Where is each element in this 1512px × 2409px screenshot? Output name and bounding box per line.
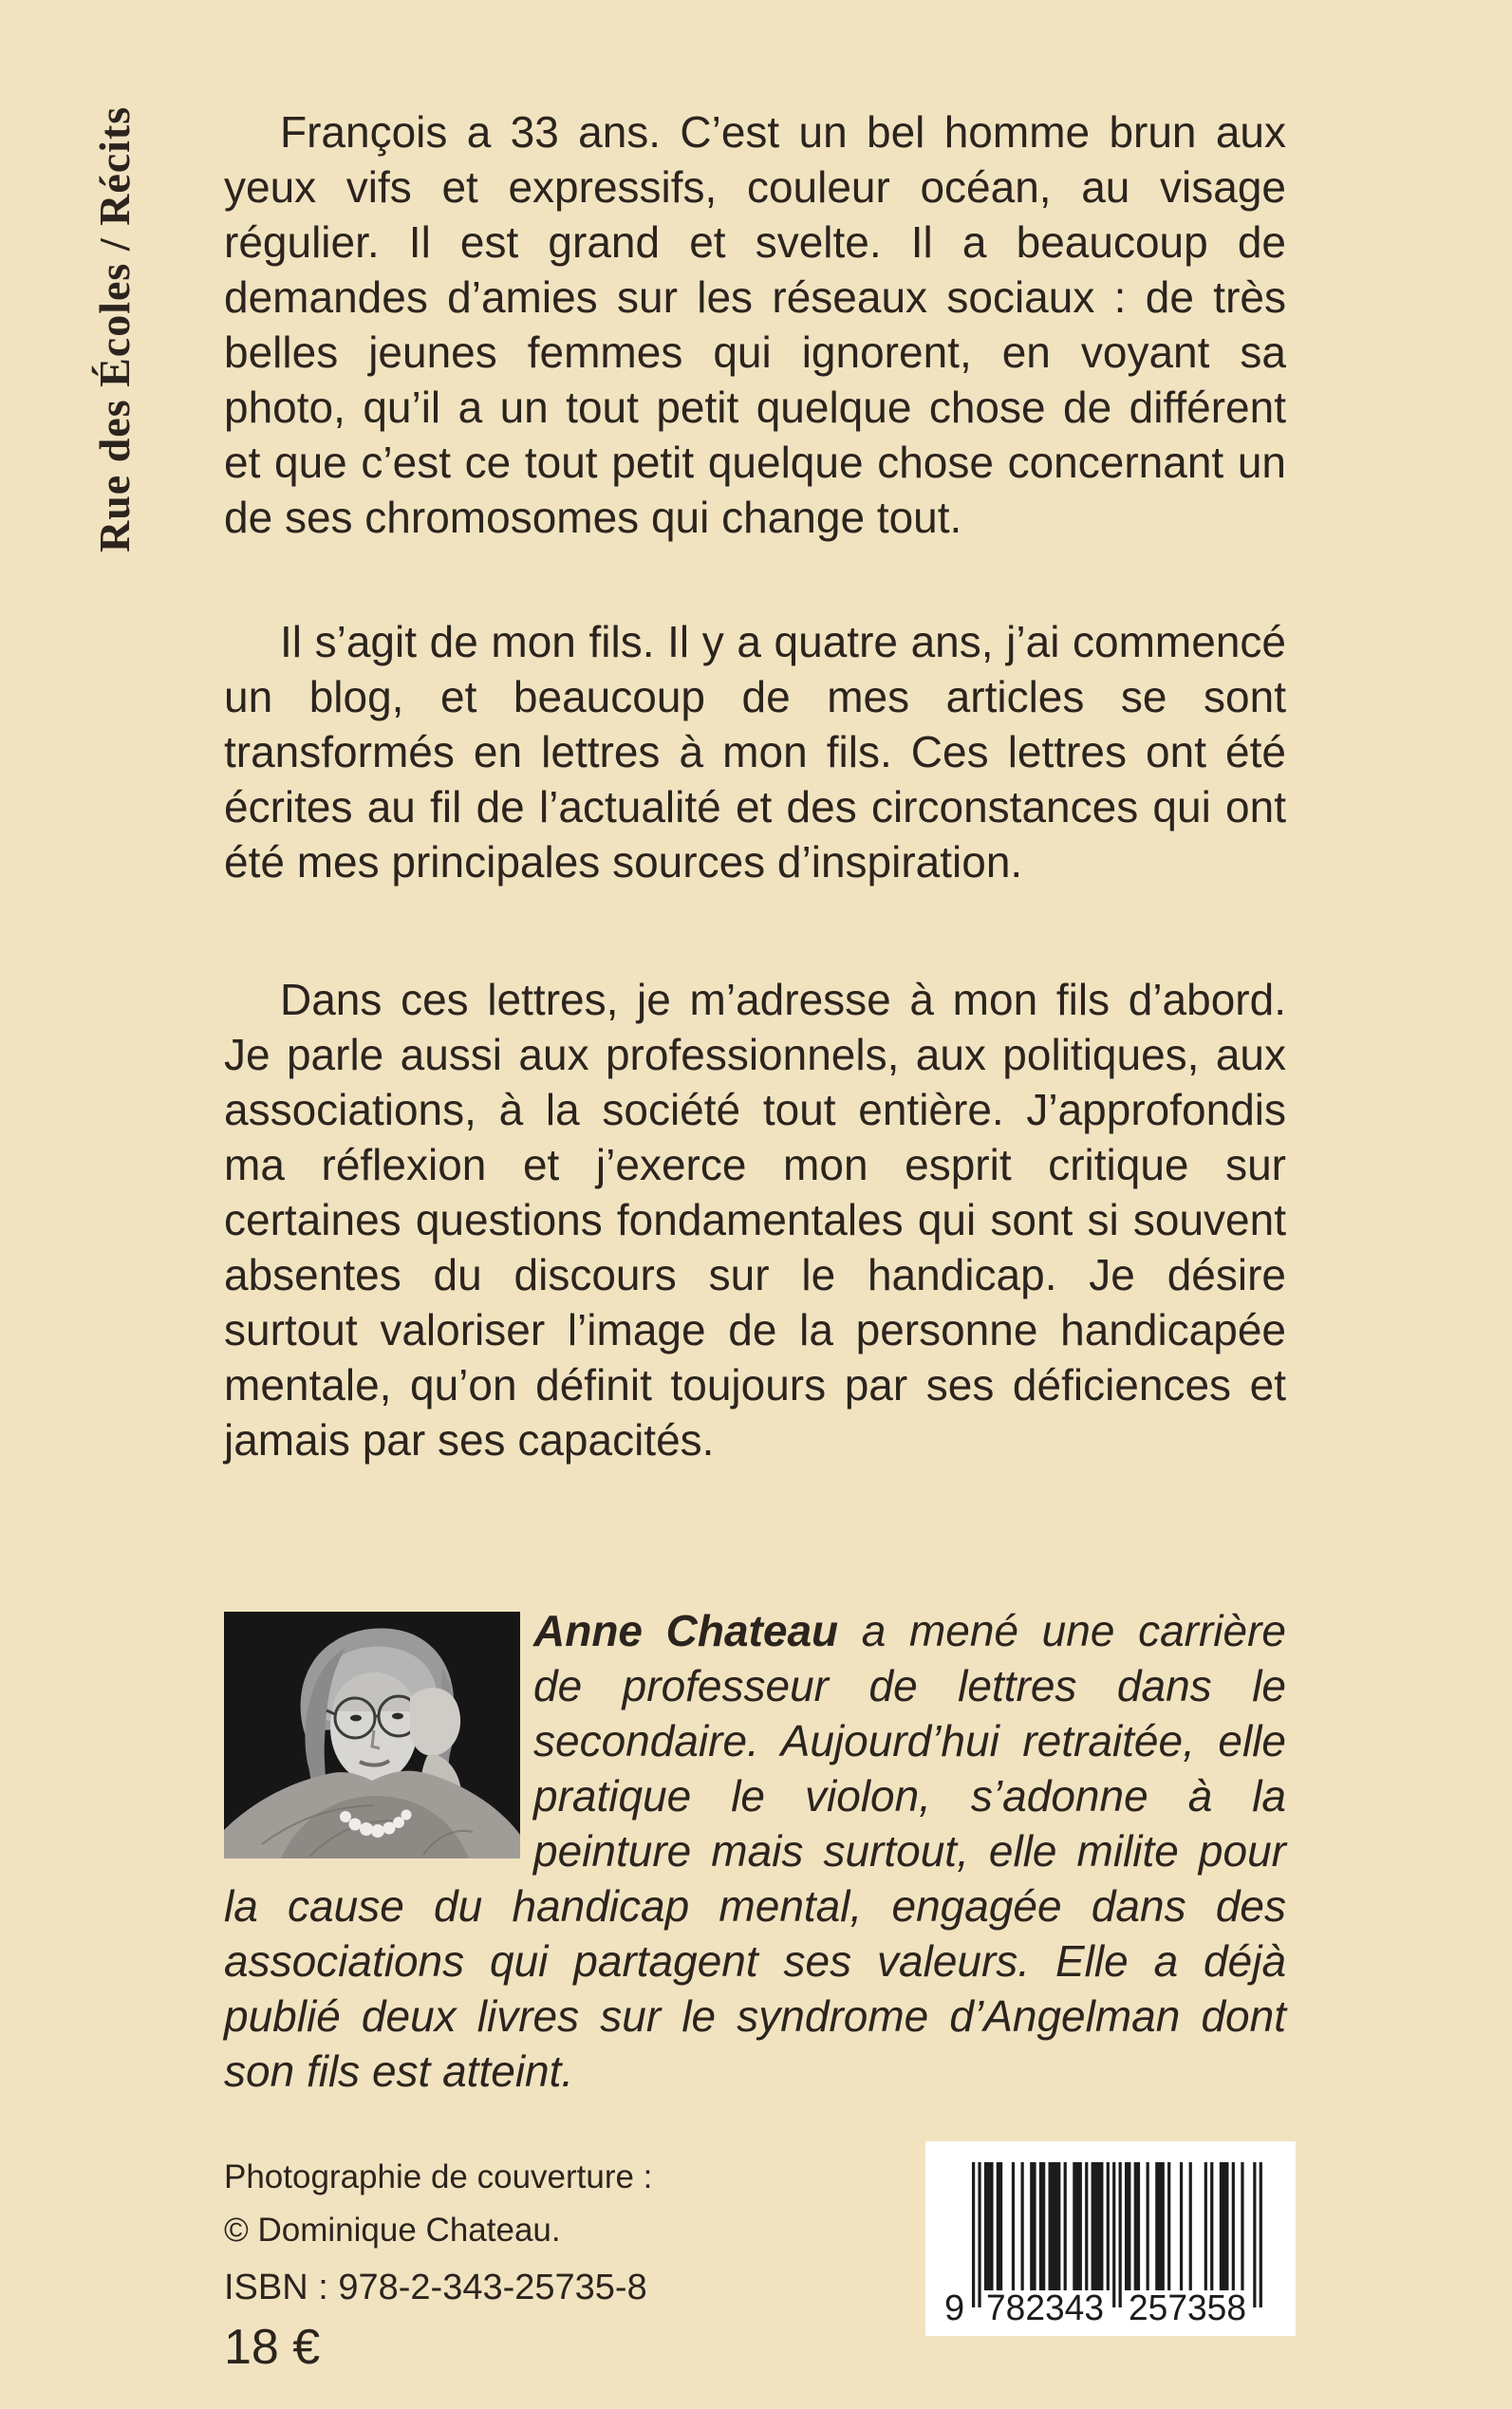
photo-credit-line2: © Dominique Chateau.: [224, 2212, 561, 2249]
author-photo: [224, 1612, 520, 1858]
photo-credit: [224, 2151, 652, 2257]
isbn-number: ISBN : 978-2-343-25735-8: [224, 2268, 647, 2307]
author-section: [224, 1603, 1286, 2099]
barcode-graphic: [925, 2141, 1296, 2336]
author-name: Anne Chateau: [533, 1606, 839, 1655]
barcode: [925, 2141, 1296, 2336]
photo-credit-line1: Photographie de couverture :: [224, 2158, 653, 2195]
blurb-paragraph: Il s’agit de mon fils. Il y a quatre ans, j’ai commencé un blog, et beaucoup de mes articles se sont transformés en lettres à mon fils. Ces lettres ont été écrites au fil de l’actualité et des circonstances qui ont été mes principales sources d’inspiration.: [224, 617, 1286, 887]
blurb-text: [224, 104, 1286, 1467]
author-portrait-illustration: [224, 1612, 520, 1858]
barcode-digits-left: 782343: [986, 2288, 1104, 2328]
author-bio-text: a mené une carrière de professeur de lettres dans le secondaire. Aujourd’hui retraitée, elle pratique le violon, s’adonne à la peinture mais surtout, elle milite pour la cause du handicap mental, engagée dans des associations qui partagent ses valeurs. Elle a déjà publié deux livres sur le syndrome d’Angelman dont son fils est atteint.: [224, 1606, 1286, 2096]
spine-collection-label: Rue des Écoles / Récits: [90, 105, 139, 552]
barcode-digits-right: 257358: [1129, 2288, 1246, 2328]
blurb-paragraph: François a 33 ans. C’est un bel homme brun aux yeux vifs et expressifs, couleur océan, au visage régulier. Il est grand et svelte. Il a beaucoup de demandes d’amies sur les réseaux sociaux : de très belles jeunes femmes qui ignorent, en voyant sa photo, qu’il a un tout petit quelque chose de différent et que c’est ce tout petit quelque chose concernant un de ses chromosomes qui change tout.: [224, 107, 1286, 542]
barcode-digit-first: 9: [944, 2288, 965, 2328]
blurb-paragraph: Dans ces lettres, je m’adresse à mon fils d’abord. Je parle aussi aux professionnels, aux politiques, aux associations, à la société tout entière. J’approfondis ma réflexion et j’exerce mon esprit critique sur certaines questions fondamentales qui sont si souvent absentes du discours sur le handicap. Je désire surtout valoriser l’image de la personne handicapée mentale, qu’on définit toujours par ses déficiences et jamais par ses capacités.: [224, 975, 1286, 1465]
barcode-bars: [972, 2162, 1262, 2307]
price: 18 €: [224, 2320, 321, 2375]
